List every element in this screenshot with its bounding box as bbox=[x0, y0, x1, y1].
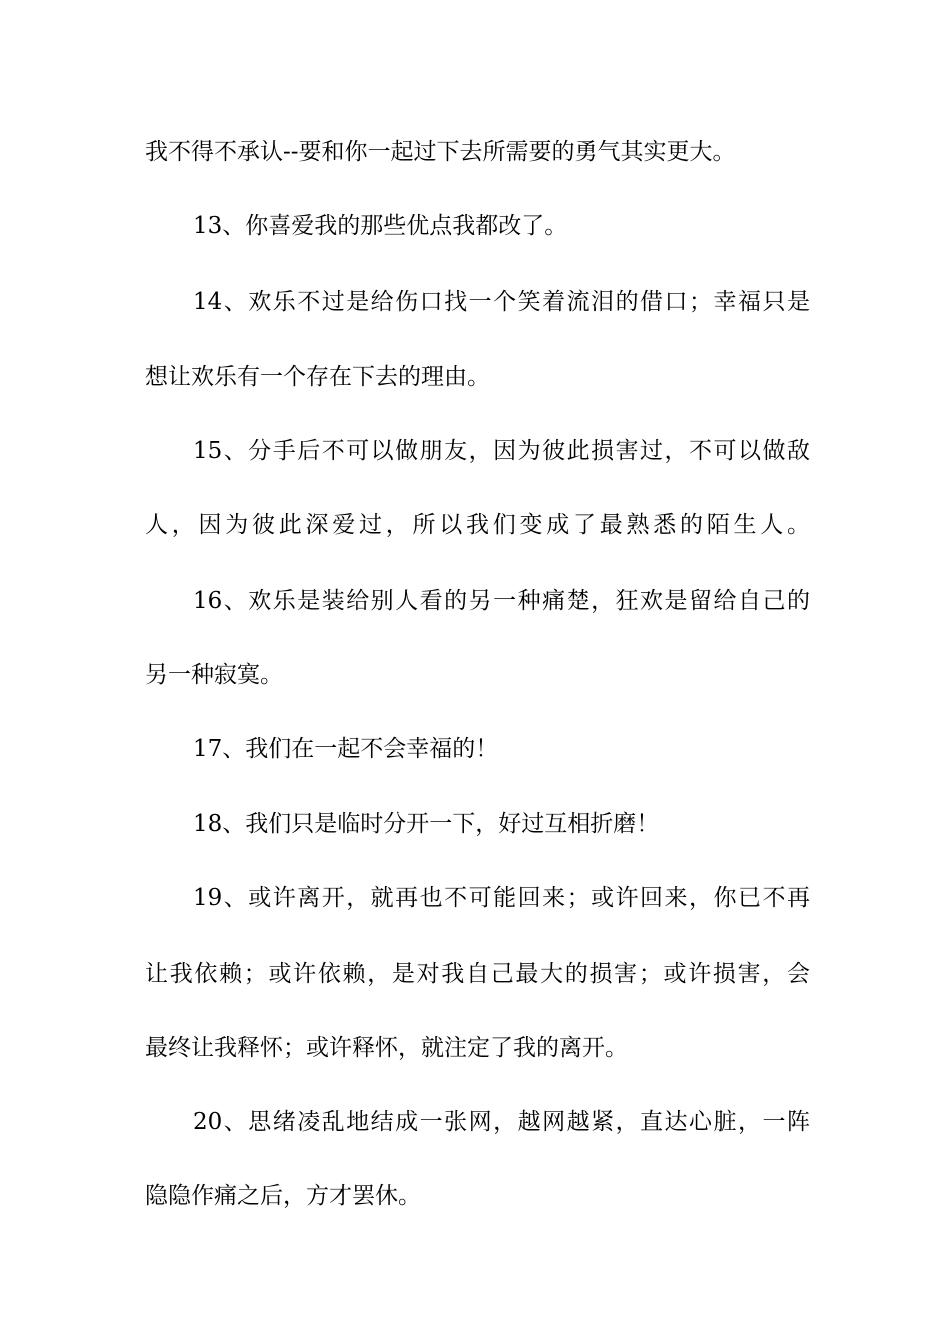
text-line: 隐隐作痛之后，方才罢休。 bbox=[145, 1183, 421, 1209]
text-line: 15、分手后不可以做朋友，因为彼此损害过，不可以做敌 bbox=[193, 438, 810, 464]
text-line: 让我依赖；或许依赖，是对我自己最大的损害；或许损害，会 bbox=[145, 961, 810, 987]
text-line: 16、欢乐是装给别人看的另一种痛楚，狂欢是留给自己的 bbox=[193, 588, 810, 614]
text-line: 最终让我释怀；或许释怀，就注定了我的离开。 bbox=[145, 1035, 628, 1061]
text-line: 另一种寂寞。 bbox=[145, 662, 283, 688]
text-line: 19、或许离开，就再也不可能回来；或许回来，你已不再 bbox=[193, 885, 810, 911]
text-line: 17、我们在一起不会幸福的！ bbox=[193, 736, 499, 762]
text-line: 20、思绪凌乱地结成一张网，越网越紧，直达心脏，一阵 bbox=[193, 1109, 810, 1135]
text-line: 13、你喜爱我的那些优点我都改了。 bbox=[193, 213, 568, 239]
text-line: 我不得不承认--要和你一起过下去所需要的勇气其实更大。 bbox=[145, 139, 736, 165]
text-line: 18、我们只是临时分开一下，好过互相折磨！ bbox=[193, 811, 660, 837]
text-line: 14、欢乐不过是给伤口找一个笑着流泪的借口；幸福只是 bbox=[193, 289, 810, 315]
text-line: 想让欢乐有一个存在下去的理由。 bbox=[145, 364, 490, 390]
text-line: 人，因为彼此深爱过，所以我们变成了最熟悉的陌生人。 bbox=[145, 512, 810, 538]
